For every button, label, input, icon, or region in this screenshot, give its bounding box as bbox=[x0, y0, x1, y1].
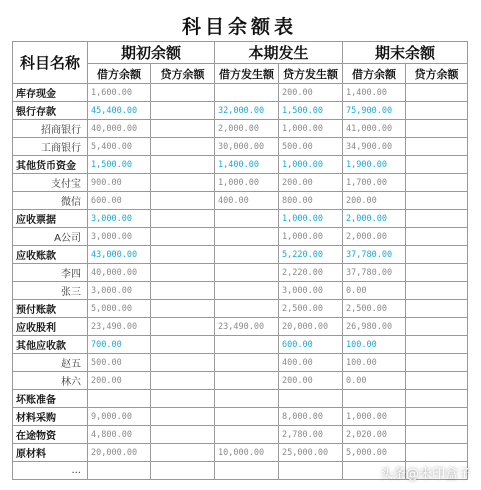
cell-closing-debit: 2,000.00 bbox=[343, 228, 406, 246]
cell-opening-debit: 700.00 bbox=[88, 336, 151, 354]
table-row bbox=[13, 246, 468, 264]
cell-closing-credit bbox=[406, 444, 468, 462]
header-col-opening-credit: 贷方余额 bbox=[151, 64, 215, 84]
table-row bbox=[13, 192, 468, 210]
cell-current-debit bbox=[215, 228, 279, 246]
cell-opening-credit bbox=[151, 354, 215, 372]
cell-closing-debit: 37,780.00 bbox=[343, 246, 406, 264]
cell-closing-credit bbox=[406, 192, 468, 210]
header-group-opening: 期初余额 bbox=[88, 42, 215, 64]
account-name: 李四 bbox=[13, 264, 88, 282]
cell-current-credit: 1,000.00 bbox=[279, 210, 343, 228]
cell-opening-credit bbox=[151, 390, 215, 408]
account-name: 材料采购 bbox=[13, 408, 88, 426]
cell-opening-debit: 20,000.00 bbox=[88, 444, 151, 462]
cell-closing-debit: 1,400.00 bbox=[343, 84, 406, 102]
cell-current-credit: 400.00 bbox=[279, 354, 343, 372]
cell-opening-credit bbox=[151, 282, 215, 300]
account-name: A公司 bbox=[13, 228, 88, 246]
cell-opening-debit: 9,000.00 bbox=[88, 408, 151, 426]
cell-opening-credit bbox=[151, 336, 215, 354]
cell-current-debit bbox=[215, 408, 279, 426]
account-name: 支付宝 bbox=[13, 174, 88, 192]
cell-opening-debit: 1,600.00 bbox=[88, 84, 151, 102]
account-name: 林六 bbox=[13, 372, 88, 390]
cell-current-debit bbox=[215, 372, 279, 390]
cell-closing-debit: 34,900.00 bbox=[343, 138, 406, 156]
cell-opening-credit bbox=[151, 372, 215, 390]
table-row bbox=[13, 174, 468, 192]
cell-closing-debit: 0.00 bbox=[343, 282, 406, 300]
cell-closing-credit bbox=[406, 390, 468, 408]
table-row bbox=[13, 318, 468, 336]
cell-current-credit: 25,000.00 bbox=[279, 444, 343, 462]
cell-opening-debit: 500.00 bbox=[88, 354, 151, 372]
cell-current-credit: 2,220.00 bbox=[279, 264, 343, 282]
account-name: 工商银行 bbox=[13, 138, 88, 156]
cell-opening-debit: 200.00 bbox=[88, 372, 151, 390]
cell-opening-debit: 40,000.00 bbox=[88, 264, 151, 282]
cell-closing-credit bbox=[406, 228, 468, 246]
table-row bbox=[13, 264, 468, 282]
cell-closing-credit bbox=[406, 120, 468, 138]
balance-sheet bbox=[12, 13, 467, 480]
cell-current-credit bbox=[279, 462, 343, 480]
header-col-closing-credit: 贷方余额 bbox=[406, 64, 468, 84]
account-name: 其他应收款 bbox=[13, 336, 88, 354]
table-body bbox=[13, 84, 468, 480]
account-name: 赵五 bbox=[13, 354, 88, 372]
cell-closing-credit bbox=[406, 210, 468, 228]
cell-opening-debit: 1,500.00 bbox=[88, 156, 151, 174]
account-name: 预付账款 bbox=[13, 300, 88, 318]
cell-current-debit bbox=[215, 426, 279, 444]
cell-closing-debit: 100.00 bbox=[343, 336, 406, 354]
header-col-current-debit: 借方发生额 bbox=[215, 64, 279, 84]
cell-closing-debit: 100.00 bbox=[343, 354, 406, 372]
cell-closing-debit: 2,000.00 bbox=[343, 210, 406, 228]
header-col-opening-debit: 借方余额 bbox=[88, 64, 151, 84]
cell-opening-debit: 900.00 bbox=[88, 174, 151, 192]
cell-closing-debit: 2,500.00 bbox=[343, 300, 406, 318]
cell-current-credit bbox=[279, 390, 343, 408]
cell-opening-credit bbox=[151, 300, 215, 318]
cell-current-debit: 30,000.00 bbox=[215, 138, 279, 156]
cell-closing-debit: 37,780.00 bbox=[343, 264, 406, 282]
cell-current-credit: 800.00 bbox=[279, 192, 343, 210]
cell-closing-credit bbox=[406, 300, 468, 318]
table-row bbox=[13, 138, 468, 156]
cell-closing-debit: 1,900.00 bbox=[343, 156, 406, 174]
cell-opening-credit bbox=[151, 156, 215, 174]
header-col-closing-debit: 借方余额 bbox=[343, 64, 406, 84]
cell-closing-credit bbox=[406, 174, 468, 192]
cell-current-debit: 1,400.00 bbox=[215, 156, 279, 174]
cell-closing-debit: 41,000.00 bbox=[343, 120, 406, 138]
cell-opening-credit bbox=[151, 444, 215, 462]
header-col-current-credit: 贷方发生额 bbox=[279, 64, 343, 84]
cell-current-debit bbox=[215, 282, 279, 300]
cell-opening-credit bbox=[151, 84, 215, 102]
table-row bbox=[13, 156, 468, 174]
cell-current-debit: 400.00 bbox=[215, 192, 279, 210]
account-name: 原材料 bbox=[13, 444, 88, 462]
cell-opening-credit bbox=[151, 462, 215, 480]
cell-closing-credit bbox=[406, 354, 468, 372]
cell-current-debit: 1,000.00 bbox=[215, 174, 279, 192]
cell-opening-debit bbox=[88, 462, 151, 480]
cell-current-credit: 1,500.00 bbox=[279, 102, 343, 120]
sheet-title: 科目余额表 bbox=[181, 16, 297, 38]
table-row bbox=[13, 282, 468, 300]
cell-current-debit bbox=[215, 390, 279, 408]
cell-closing-credit bbox=[406, 408, 468, 426]
account-name: 应收票据 bbox=[13, 210, 88, 228]
table-row bbox=[13, 336, 468, 354]
cell-current-credit: 20,000.00 bbox=[279, 318, 343, 336]
account-name: 应收股利 bbox=[13, 318, 88, 336]
cell-opening-debit: 4,800.00 bbox=[88, 426, 151, 444]
cell-current-credit: 600.00 bbox=[279, 336, 343, 354]
cell-current-debit bbox=[215, 210, 279, 228]
cell-current-debit bbox=[215, 462, 279, 480]
cell-current-credit: 3,000.00 bbox=[279, 282, 343, 300]
account-name: 银行存款 bbox=[13, 102, 88, 120]
table-row bbox=[13, 120, 468, 138]
cell-closing-debit: 200.00 bbox=[343, 192, 406, 210]
cell-opening-credit bbox=[151, 210, 215, 228]
table-row bbox=[13, 426, 468, 444]
cell-current-credit: 200.00 bbox=[279, 84, 343, 102]
table-row bbox=[13, 390, 468, 408]
cell-opening-credit bbox=[151, 408, 215, 426]
cell-current-credit: 2,500.00 bbox=[279, 300, 343, 318]
cell-current-debit bbox=[215, 300, 279, 318]
account-name: 张三 bbox=[13, 282, 88, 300]
account-name: 微信 bbox=[13, 192, 88, 210]
cell-current-debit: 23,490.00 bbox=[215, 318, 279, 336]
cell-closing-credit bbox=[406, 156, 468, 174]
cell-opening-debit: 3,000.00 bbox=[88, 228, 151, 246]
cell-current-debit bbox=[215, 354, 279, 372]
cell-current-credit: 200.00 bbox=[279, 372, 343, 390]
cell-closing-credit bbox=[406, 336, 468, 354]
cell-current-debit bbox=[215, 336, 279, 354]
cell-opening-debit: 600.00 bbox=[88, 192, 151, 210]
cell-opening-debit: 3,000.00 bbox=[88, 210, 151, 228]
cell-current-debit bbox=[215, 84, 279, 102]
cell-closing-credit bbox=[406, 264, 468, 282]
cell-closing-debit: 1,700.00 bbox=[343, 174, 406, 192]
header-group-closing: 期末余额 bbox=[343, 42, 468, 64]
account-name: 其他货币资金 bbox=[13, 156, 88, 174]
cell-opening-debit: 5,400.00 bbox=[88, 138, 151, 156]
cell-closing-credit bbox=[406, 282, 468, 300]
cell-current-debit: 10,000.00 bbox=[215, 444, 279, 462]
table-row bbox=[13, 228, 468, 246]
cell-opening-credit bbox=[151, 228, 215, 246]
cell-opening-debit: 40,000.00 bbox=[88, 120, 151, 138]
table-row bbox=[13, 444, 468, 462]
cell-opening-credit bbox=[151, 120, 215, 138]
table-row bbox=[13, 300, 468, 318]
balance-table bbox=[12, 41, 468, 480]
header-group-current: 本期发生 bbox=[215, 42, 343, 64]
account-name: 在途物资 bbox=[13, 426, 88, 444]
header-subject: 科目名称 bbox=[13, 42, 88, 84]
account-name: 库存现金 bbox=[13, 84, 88, 102]
account-name: ... bbox=[13, 462, 88, 480]
cell-opening-debit: 5,000.00 bbox=[88, 300, 151, 318]
cell-opening-debit: 23,490.00 bbox=[88, 318, 151, 336]
cell-current-credit: 5,220.00 bbox=[279, 246, 343, 264]
cell-current-credit: 200.00 bbox=[279, 174, 343, 192]
cell-closing-debit: 75,900.00 bbox=[343, 102, 406, 120]
cell-current-credit: 1,000.00 bbox=[279, 228, 343, 246]
account-name: 坏账准备 bbox=[13, 390, 88, 408]
cell-opening-credit bbox=[151, 192, 215, 210]
cell-closing-debit: 26,980.00 bbox=[343, 318, 406, 336]
cell-opening-credit bbox=[151, 264, 215, 282]
cell-closing-credit bbox=[406, 84, 468, 102]
cell-current-credit: 8,000.00 bbox=[279, 408, 343, 426]
cell-current-credit: 1,000.00 bbox=[279, 120, 343, 138]
cell-opening-credit bbox=[151, 426, 215, 444]
cell-closing-credit bbox=[406, 102, 468, 120]
cell-closing-credit bbox=[406, 138, 468, 156]
table-row bbox=[13, 102, 468, 120]
table-row bbox=[13, 408, 468, 426]
cell-closing-debit: 5,000.00 bbox=[343, 444, 406, 462]
cell-closing-debit: 1,000.00 bbox=[343, 408, 406, 426]
cell-current-debit: 32,000.00 bbox=[215, 102, 279, 120]
cell-current-credit: 500.00 bbox=[279, 138, 343, 156]
cell-closing-credit bbox=[406, 246, 468, 264]
cell-closing-credit bbox=[406, 372, 468, 390]
table-row bbox=[13, 354, 468, 372]
cell-opening-credit bbox=[151, 138, 215, 156]
cell-current-debit: 2,000.00 bbox=[215, 120, 279, 138]
cell-opening-credit bbox=[151, 174, 215, 192]
cell-current-debit bbox=[215, 246, 279, 264]
account-name: 招商银行 bbox=[13, 120, 88, 138]
table-row bbox=[13, 84, 468, 102]
cell-opening-credit bbox=[151, 246, 215, 264]
table-row bbox=[13, 372, 468, 390]
cell-current-credit: 1,000.00 bbox=[279, 156, 343, 174]
cell-current-credit: 2,780.00 bbox=[279, 426, 343, 444]
watermark: 头条@米印盒子 bbox=[379, 467, 471, 482]
cell-closing-debit: 2,020.00 bbox=[343, 426, 406, 444]
table-row bbox=[13, 210, 468, 228]
cell-closing-credit bbox=[406, 426, 468, 444]
cell-closing-debit: 0.00 bbox=[343, 372, 406, 390]
cell-closing-credit bbox=[406, 318, 468, 336]
cell-opening-debit: 3,000.00 bbox=[88, 282, 151, 300]
cell-opening-credit bbox=[151, 102, 215, 120]
cell-opening-debit: 43,000.00 bbox=[88, 246, 151, 264]
cell-opening-credit bbox=[151, 318, 215, 336]
account-name: 应收账款 bbox=[13, 246, 88, 264]
cell-opening-debit bbox=[88, 390, 151, 408]
cell-opening-debit: 45,400.00 bbox=[88, 102, 151, 120]
cell-closing-debit bbox=[343, 390, 406, 408]
cell-current-debit bbox=[215, 264, 279, 282]
